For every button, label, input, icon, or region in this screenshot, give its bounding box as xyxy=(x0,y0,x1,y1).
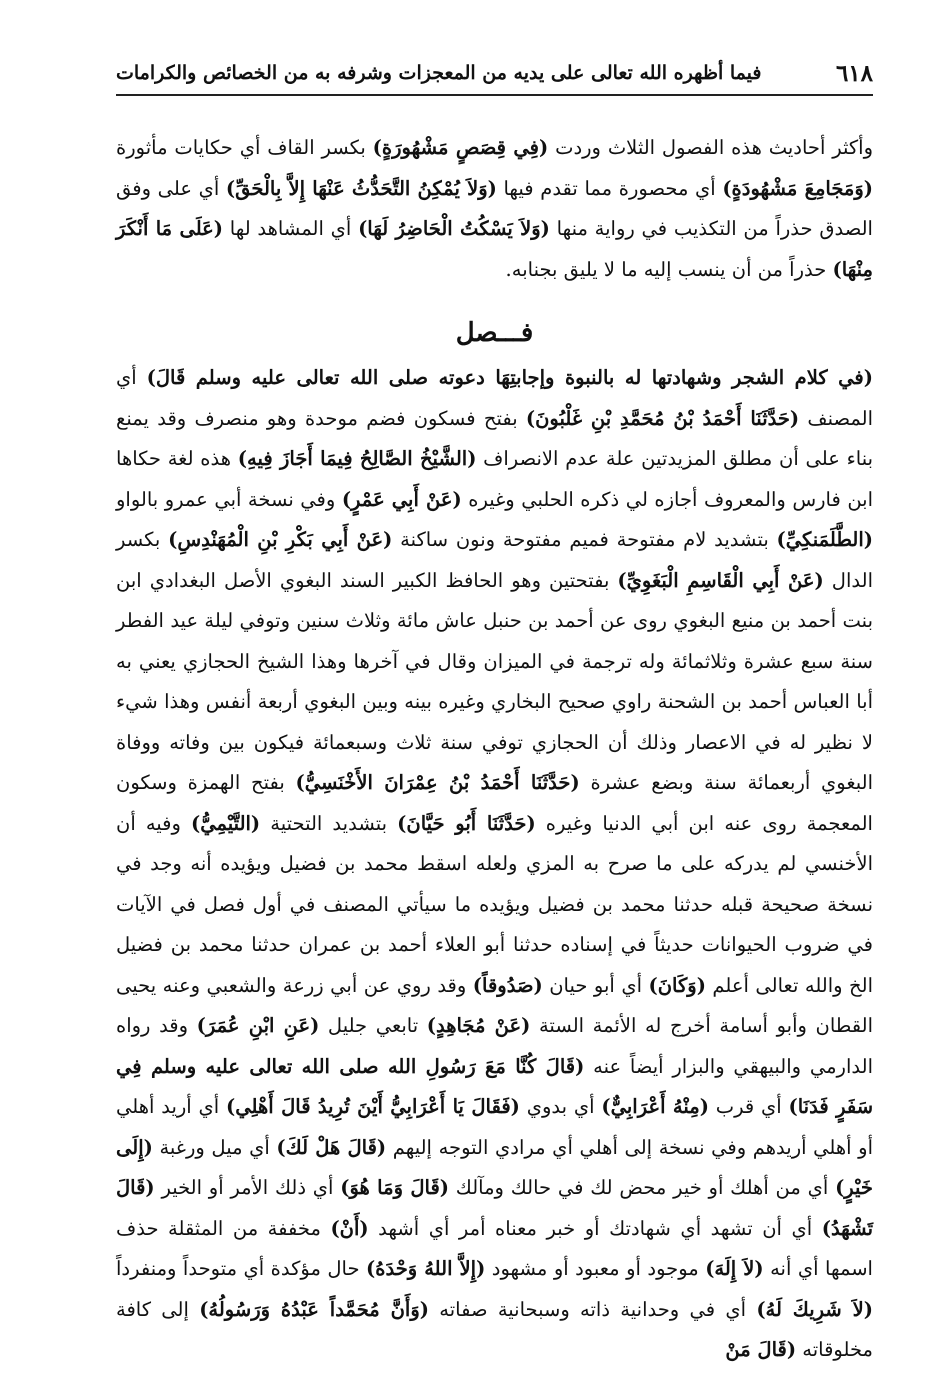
quoted-matn-text: (صَدُوقاً) xyxy=(472,973,543,997)
commentary-text: أي أريد أهلي أو أهلي أريدهم وفي نسخة إلى أهلي أي مرادي التوجه إليهم xyxy=(116,1095,873,1159)
quoted-matn-text: (عَلَى مَا أَنْكَرَ مِنْهَا) xyxy=(116,217,873,281)
quoted-matn-text: (حَدَّثَنَا أَحْمَدُ بْنُ مُحَمَّدِ بْنِ غَلْبُونَ) xyxy=(525,406,800,430)
quoted-matn-text: (وَكَانَ) xyxy=(648,973,706,997)
quoted-matn-text: (وَلاَ يَسْكُتُ الْحَاضِرُ لَهَا) xyxy=(358,217,550,240)
quoted-matn-text: (لاَ شَرِيكَ لَهُ) xyxy=(756,1297,873,1321)
commentary-text: أي في وحدانية ذاته وسبحانية صفاته xyxy=(429,1297,757,1321)
commentary-text: بفتحتين وهو الحافظ الكبير السند البغوي الأصل البغدادي ابن بنت أحمد بن منيع البغوي روى عن أحمد بن حنبل عاش مائة وثلاث سنين وتوفي ليلة عيد الفطر سنة سبع عشرة وثلاثمائة وله ترجمة في الميزان وقال في آخرها وهذا الشيخ الحجازي يعني به أبا العباس أحمد بن الشحنة راوي صحيح البخاري وغيره بينه وبين البغوي أربعة أنفس وهذا شيء لا نظير له في الاعصار وذلك أن الحجازي توفي سنة ثلاث وسبعمائة فيكون بين وفاته ووفاة البغوي أربعمائة سنة وبضع عشرة xyxy=(116,568,874,794)
commentary-text: مخففة من المثقلة حذف اسمها أي أنه xyxy=(116,1216,873,1280)
paragraph-closing xyxy=(116,128,873,290)
commentary-text: أي بدوي xyxy=(519,1095,602,1118)
commentary-text: أي أن تشهد أي شهادتك أو خبر معناه أمر أي أشهد xyxy=(368,1216,822,1240)
commentary-text: بتشديد لام مفتوحة فميم مفتوحة ونون ساكنة xyxy=(392,528,777,551)
commentary-text: هذه لغة حكاها ابن فارس والمعروف أجازه لي ذكره الحلبي وغيره xyxy=(116,447,874,511)
commentary-text: حال مؤكدة أي متوحداً ومنفرداً xyxy=(116,1257,367,1280)
commentary-text: بفتح فسكون فضم موحدة وهو منصرف وقد يمنع بناء على أن مطلق المزيدتين علة عدم الانصراف xyxy=(116,406,874,470)
quoted-matn-text: (وَمَجَامِعَ مَشْهُودَةٍ) xyxy=(722,176,874,200)
commentary-text: حذراً من أن ينسب إليه ما لا يليق بجنابه. xyxy=(505,257,833,281)
running-title: فيما أظهره الله تعالى على يديه من المعجزات وشرفه به من الخصائص والكرامات xyxy=(116,62,762,84)
quoted-matn-text: (عَنْ أَبِي الْقَاسِمِ الْبَغَوِيِّ) xyxy=(617,568,824,592)
quoted-matn-text: (قَالَ هَلْ لَكَ) xyxy=(276,1135,387,1159)
commentary-text: أي المصنف xyxy=(116,366,874,430)
quoted-matn-text: (حَدَّثَنَا أَحْمَدُ بْنُ عِمْرَانَ الأَخْنَسِيُّ) xyxy=(295,771,580,794)
commentary-text: تابعي جليل xyxy=(319,1014,427,1037)
quoted-matn-text: (عَنْ مُجَاهِدٍ) xyxy=(426,1014,531,1037)
quoted-matn-text: (عَنْ أَبِي عَمْرٍ) xyxy=(341,487,462,511)
quoted-matn-text: (فِي قِصَصٍ مَشْهُورَةٍ) xyxy=(372,136,549,159)
quoted-matn-text: (قَالَ كُنَّا مَعَ رَسُولِ الله صلى الله تعالى عليه وسلم فِي سَفَرٍ فَدَنَا) xyxy=(116,1054,874,1118)
commentary-text: أي المشاهد لها xyxy=(223,217,359,240)
quoted-matn-text: (فَقَالَ يَا أَعْرَابِيُّ أَيْنَ تُرِيدُ قَالَ أَهْلِي) xyxy=(226,1095,520,1118)
commentary-text: وفيه أن الأخنسي لم يدركه على ما صرح به المزي ولعله اسقط محمد بن فضيل ويؤيده أنه وجد في نسخة صحيحة قبله حدثنا محمد بن فضيل ويؤيده ما سيأتي المصنف في أول فصل في الآيات في ضروب الحيوانات حديثاً في إسناده حدثنا أبو العلاء أحمد بن عمران حدثنا محمد بن فضيل الخ والله تعالى أعلم xyxy=(116,811,874,997)
commentary-text: وقد رواه الدارمي والبيهقي والبزار أيضاً عنه xyxy=(116,1014,873,1078)
quoted-matn-text: (الطَّلَمَنكِيِّ) xyxy=(776,528,873,551)
quoted-matn-text: (عَنْ أَبِي بَكْرِ بْنِ الْمُهَنْدِسِ) xyxy=(168,528,393,551)
quoted-matn-text: (عَنِ ابْنِ عُمَرَ) xyxy=(196,1014,320,1037)
commentary-text: وقد روي عن أبي زرعة والشعبي وعنه يحيى القطان وأبو أسامة أخرج له الأئمة الستة xyxy=(116,973,873,1037)
quoted-matn-text: (مِنْهُ أَعْرَابِيٌّ) xyxy=(601,1095,709,1118)
header-rule xyxy=(116,94,873,96)
commentary-text: بتشديد التحتية xyxy=(260,811,398,835)
commentary-text: أي ميل ورغبة xyxy=(152,1135,277,1159)
running-header xyxy=(116,52,873,90)
paragraph-chapter-body xyxy=(116,358,873,1371)
quoted-matn-text: (حَدَّثَنَا أَبُو حَيَّانَ) xyxy=(397,811,536,835)
quoted-matn-text: (في كلام الشجر وشهادتها له بالنبوة وإجابتِهَا دعوته صلى الله تعالى عليه وسلم قَالَ) xyxy=(146,366,873,389)
quoted-matn-text: (قَالَ وَمَا هُوَ) xyxy=(340,1176,450,1199)
commentary-text: أي أبو حيان xyxy=(542,973,649,997)
commentary-text: وفي نسخة أبي عمرو بالواو xyxy=(116,487,342,511)
commentary-text: أي على وفق الصدق حذراً من التكذيب في رواية منها xyxy=(116,176,873,240)
quoted-matn-text: (وَلاَ يُمْكِنُ التَّحَدُّثُ عَنْهَا إِلاَّ بِالْحَقِّ) xyxy=(225,176,497,200)
quoted-matn-text: (أَنْ) xyxy=(330,1216,369,1240)
quoted-matn-text: (لاَ إِلَهَ) xyxy=(705,1257,764,1280)
commentary-text: وأكثر أحاديث هذه الفصول الثلاث وردت xyxy=(548,136,873,159)
section-heading: فـــصل xyxy=(455,318,534,348)
quoted-matn-text: (إِلَى خَيْرٍ) xyxy=(116,1135,873,1199)
quoted-matn-text: (قَالَ مَنْ xyxy=(725,1338,797,1361)
commentary-text: أي من أهلك أو خير محض لك في حالك ومآلك xyxy=(449,1176,836,1199)
commentary-text: بكسر القاف أي حكايات مأثورة xyxy=(116,136,373,159)
commentary-text: بفتح الهمزة وسكون المعجمة روى عنه ابن أبي الدنيا وغيره xyxy=(116,771,873,835)
commentary-text: موجود أو معبود أو مشهود xyxy=(485,1257,706,1280)
commentary-text: أي قرب xyxy=(708,1095,789,1118)
commentary-text: إلى كافة مخلوقاته xyxy=(116,1297,873,1361)
commentary-text: أي محصورة مما تقدم فيها xyxy=(496,176,723,200)
page-number: ٦١٨ xyxy=(835,60,873,87)
commentary-text: بكسر الدال xyxy=(116,528,873,592)
quoted-matn-text: (التَّيْمِيُّ) xyxy=(191,811,261,835)
quoted-matn-text: (إِلاَّ اللهُ وَحْدَهُ) xyxy=(366,1257,486,1280)
quoted-matn-text: (وَأَنَّ مُحَمَّداً عَبْدُهُ وَرَسُولُهُ) xyxy=(199,1297,429,1321)
commentary-text: أي ذلك الأمر أو الخير xyxy=(154,1176,341,1199)
quoted-matn-text: (قَالَ تَشْهَدُ) xyxy=(116,1176,873,1240)
quoted-matn-text: (الشَّيْخُ الصَّالِحُ فِيمَا أَجَازَ فِيهِ) xyxy=(237,447,477,470)
